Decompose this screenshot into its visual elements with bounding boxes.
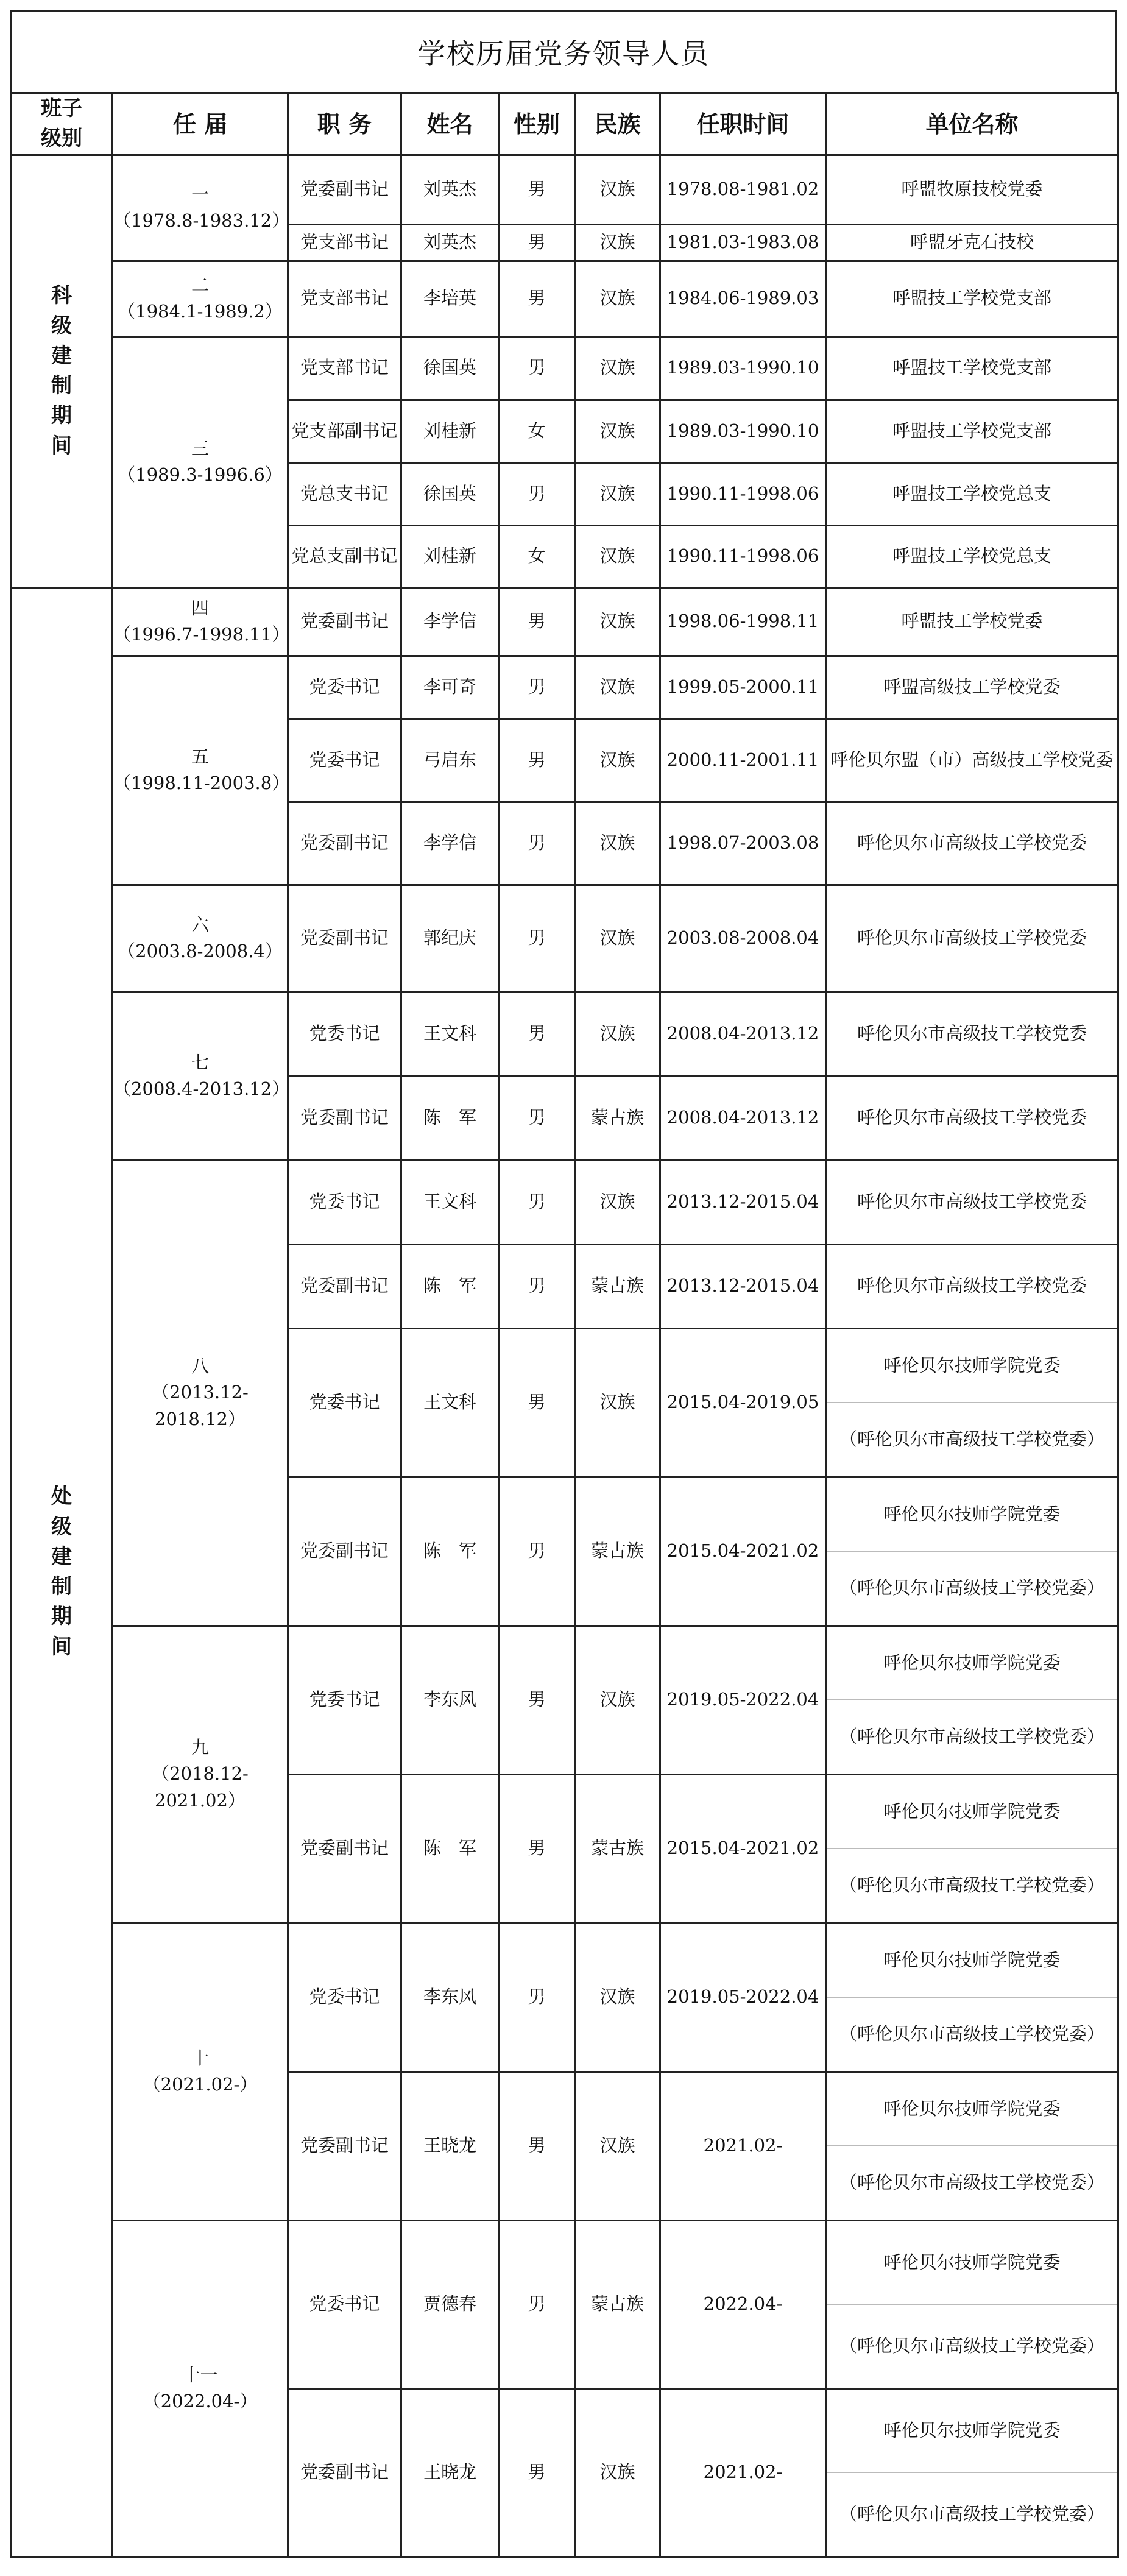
position-cell: 党委书记 xyxy=(288,1328,401,1477)
table-row xyxy=(11,992,1118,1076)
unit-cell: 呼盟牙克石技校 xyxy=(826,224,1118,261)
ethnicity-cell: 蒙古族 xyxy=(575,1774,660,1923)
unit-former-name: （呼伦贝尔市高级技工学校党委） xyxy=(827,2304,1117,2388)
unit-cell: 呼盟技工学校党总支 xyxy=(826,462,1118,525)
unit-cell: 呼盟技工学校党委 xyxy=(826,587,1118,656)
unit-name-split xyxy=(827,2390,1117,2556)
table-row xyxy=(11,1626,1118,1774)
ethnicity-cell: 蒙古族 xyxy=(575,1244,660,1328)
unit-name-split xyxy=(827,2221,1117,2388)
name-cell: 李培英 xyxy=(401,261,499,336)
gender-cell: 男 xyxy=(499,1626,575,1774)
unit-name-split xyxy=(827,1627,1117,1774)
unit-name-split xyxy=(827,1775,1117,1922)
position-cell: 党委副书记 xyxy=(288,2388,401,2557)
unit-cell: 呼伦贝尔市高级技工学校党委 xyxy=(826,1160,1118,1244)
header-level: 班子 级别 xyxy=(11,93,113,155)
position-cell: 党总支书记 xyxy=(288,462,401,525)
unit-cell: 呼伦贝尔市高级技工学校党委 xyxy=(826,1076,1118,1160)
document-title: 学校历届党务领导人员 xyxy=(10,10,1117,92)
ethnicity-cell: 汉族 xyxy=(575,2388,660,2557)
name-cell: 贾德春 xyxy=(401,2220,499,2388)
ethnicity-cell: 汉族 xyxy=(575,525,660,587)
position-cell: 党委书记 xyxy=(288,656,401,719)
period-cell: 1990.11-1998.06 xyxy=(660,525,826,587)
unit-name-split xyxy=(827,1329,1117,1476)
name-cell: 徐国英 xyxy=(401,336,499,400)
unit-cell xyxy=(826,2388,1118,2557)
term-cell: 九 （2018.12-2021.02） xyxy=(113,1626,288,1923)
name-cell: 王晓龙 xyxy=(401,2072,499,2220)
gender-cell: 男 xyxy=(499,1244,575,1328)
unit-former-name: （呼伦贝尔市高级技工学校党委） xyxy=(827,1997,1117,2071)
gender-cell: 男 xyxy=(499,2388,575,2557)
name-cell: 弓启东 xyxy=(401,719,499,802)
unit-cell: 呼伦贝尔盟（市）高级技工学校党委 xyxy=(826,719,1118,802)
position-cell: 党委副书记 xyxy=(288,1774,401,1923)
table-row xyxy=(11,587,1118,656)
gender-cell: 男 xyxy=(499,1076,575,1160)
ethnicity-cell: 汉族 xyxy=(575,261,660,336)
term-cell: 六 （2003.8-2008.4） xyxy=(113,885,288,992)
name-cell: 王文科 xyxy=(401,992,499,1076)
ethnicity-cell: 汉族 xyxy=(575,885,660,992)
unit-name: 呼伦贝尔技师学院党委 xyxy=(883,1503,1061,1524)
gender-cell: 男 xyxy=(499,1328,575,1477)
period-cell: 2008.04-2013.12 xyxy=(660,992,826,1076)
header-unit: 单位名称 xyxy=(826,93,1118,155)
period-cell: 1999.05-2000.11 xyxy=(660,656,826,719)
position-cell: 党委书记 xyxy=(288,992,401,1076)
term-cell: 五 （1998.11-2003.8） xyxy=(113,656,288,885)
ethnicity-cell: 汉族 xyxy=(575,992,660,1076)
position-cell: 党支部书记 xyxy=(288,261,401,336)
table-row xyxy=(11,2220,1118,2388)
unit-cell: 呼伦贝尔市高级技工学校党委 xyxy=(826,802,1118,885)
gender-cell: 男 xyxy=(499,1160,575,1244)
gender-cell: 男 xyxy=(499,1774,575,1923)
ethnicity-cell: 汉族 xyxy=(575,224,660,261)
ethnicity-cell: 汉族 xyxy=(575,719,660,802)
term-cell: 一 （1978.8-1983.12） xyxy=(113,155,288,261)
position-cell: 党委书记 xyxy=(288,1626,401,1774)
name-cell: 陈 军 xyxy=(401,1774,499,1923)
period-cell: 1998.06-1998.11 xyxy=(660,587,826,656)
name-cell: 陈 军 xyxy=(401,1477,499,1626)
gender-cell: 男 xyxy=(499,992,575,1076)
table-row xyxy=(11,336,1118,400)
period-cell: 2013.12-2015.04 xyxy=(660,1160,826,1244)
position-cell: 党支部书记 xyxy=(288,336,401,400)
unit-name: 呼伦贝尔技师学院党委 xyxy=(883,2251,1061,2273)
unit-cell xyxy=(826,2220,1118,2388)
unit-cell: 呼盟技工学校党总支 xyxy=(826,525,1118,587)
name-cell: 刘桂新 xyxy=(401,400,499,462)
gender-cell: 女 xyxy=(499,525,575,587)
position-cell: 党委副书记 xyxy=(288,155,401,224)
header-term: 任 届 xyxy=(113,93,288,155)
position-cell: 党支部副书记 xyxy=(288,400,401,462)
unit-cell xyxy=(826,1328,1118,1477)
period-cell: 2000.11-2001.11 xyxy=(660,719,826,802)
unit-former-name: （呼伦贝尔市高级技工学校党委） xyxy=(827,1551,1117,1625)
header-period: 任职时间 xyxy=(660,93,826,155)
unit-name: 呼伦贝尔技师学院党委 xyxy=(883,2098,1061,2119)
position-cell: 党委副书记 xyxy=(288,587,401,656)
unit-former-name: （呼伦贝尔市高级技工学校党委） xyxy=(827,1699,1117,1774)
position-cell: 党委副书记 xyxy=(288,802,401,885)
ethnicity-cell: 汉族 xyxy=(575,1626,660,1774)
gender-cell: 男 xyxy=(499,155,575,224)
level-cell: 处 级 建 制 期 间 xyxy=(11,587,113,2557)
position-cell: 党委副书记 xyxy=(288,1477,401,1626)
unit-cell xyxy=(826,1774,1118,1923)
period-cell: 1978.08-1981.02 xyxy=(660,155,826,224)
period-cell: 1998.07-2003.08 xyxy=(660,802,826,885)
period-cell: 2013.12-2015.04 xyxy=(660,1244,826,1328)
unit-cell xyxy=(826,2072,1118,2220)
gender-cell: 女 xyxy=(499,400,575,462)
unit-cell xyxy=(826,1626,1118,1774)
period-cell: 2019.05-2022.04 xyxy=(660,1923,826,2072)
unit-former-name: （呼伦贝尔市高级技工学校党委） xyxy=(827,2145,1117,2220)
term-cell: 七 （2008.4-2013.12） xyxy=(113,992,288,1160)
name-cell: 王晓龙 xyxy=(401,2388,499,2557)
header-ethnicity: 民族 xyxy=(575,93,660,155)
ethnicity-cell: 汉族 xyxy=(575,1160,660,1244)
unit-name: 呼伦贝尔技师学院党委 xyxy=(883,1354,1061,1376)
name-cell: 李东风 xyxy=(401,1626,499,1774)
header-row xyxy=(11,93,1118,155)
position-cell: 党支部书记 xyxy=(288,224,401,261)
level-cell: 科 级 建 制 期 间 xyxy=(11,155,113,587)
position-cell: 党委副书记 xyxy=(288,2072,401,2220)
period-cell: 2021.02- xyxy=(660,2388,826,2557)
name-cell: 郭纪庆 xyxy=(401,885,499,992)
gender-cell: 男 xyxy=(499,1923,575,2072)
name-cell: 李可奇 xyxy=(401,656,499,719)
gender-cell: 男 xyxy=(499,2072,575,2220)
position-cell: 党委书记 xyxy=(288,1160,401,1244)
period-cell: 1981.03-1983.08 xyxy=(660,224,826,261)
gender-cell: 男 xyxy=(499,224,575,261)
period-cell: 1989.03-1990.10 xyxy=(660,400,826,462)
period-cell: 2021.02- xyxy=(660,2072,826,2220)
ethnicity-cell: 汉族 xyxy=(575,336,660,400)
unit-name-split xyxy=(827,1478,1117,1625)
period-cell: 2003.08-2008.04 xyxy=(660,885,826,992)
unit-cell: 呼盟技工学校党支部 xyxy=(826,400,1118,462)
position-cell: 党委书记 xyxy=(288,1923,401,2072)
ethnicity-cell: 蒙古族 xyxy=(575,1076,660,1160)
unit-cell: 呼盟高级技工学校党委 xyxy=(826,656,1118,719)
name-cell: 李学信 xyxy=(401,802,499,885)
ethnicity-cell: 汉族 xyxy=(575,802,660,885)
period-cell: 2008.04-2013.12 xyxy=(660,1076,826,1160)
position-cell: 党总支副书记 xyxy=(288,525,401,587)
gender-cell: 男 xyxy=(499,462,575,525)
name-cell: 王文科 xyxy=(401,1328,499,1477)
unit-cell: 呼盟技工学校党支部 xyxy=(826,261,1118,336)
gender-cell: 男 xyxy=(499,656,575,719)
period-cell: 1984.06-1989.03 xyxy=(660,261,826,336)
unit-name-split xyxy=(827,2073,1117,2220)
period-cell: 1989.03-1990.10 xyxy=(660,336,826,400)
unit-cell: 呼伦贝尔市高级技工学校党委 xyxy=(826,992,1118,1076)
table-row xyxy=(11,1923,1118,2072)
position-cell: 党委副书记 xyxy=(288,1076,401,1160)
term-cell: 二 （1984.1-1989.2） xyxy=(113,261,288,336)
gender-cell: 男 xyxy=(499,336,575,400)
ethnicity-cell: 汉族 xyxy=(575,462,660,525)
gender-cell: 男 xyxy=(499,261,575,336)
period-cell: 2022.04- xyxy=(660,2220,826,2388)
table-row xyxy=(11,1160,1118,1244)
name-cell: 李东风 xyxy=(401,1923,499,2072)
unit-name: 呼伦贝尔技师学院党委 xyxy=(883,1949,1061,1970)
document-sheet xyxy=(10,10,1117,2558)
gender-cell: 男 xyxy=(499,802,575,885)
name-cell: 王文科 xyxy=(401,1160,499,1244)
unit-name: 呼伦贝尔技师学院党委 xyxy=(883,1652,1061,1673)
term-cell: 四 （1996.7-1998.11） xyxy=(113,587,288,656)
unit-name-split xyxy=(827,1924,1117,2071)
term-cell: 十一 （2022.04-） xyxy=(113,2220,288,2557)
period-cell: 2019.05-2022.04 xyxy=(660,1626,826,1774)
unit-former-name: （呼伦贝尔市高级技工学校党委） xyxy=(827,2472,1117,2556)
name-cell: 刘英杰 xyxy=(401,224,499,261)
header-name: 姓名 xyxy=(401,93,499,155)
table-row xyxy=(11,261,1118,336)
ethnicity-cell: 汉族 xyxy=(575,400,660,462)
name-cell: 徐国英 xyxy=(401,462,499,525)
ethnicity-cell: 汉族 xyxy=(575,2072,660,2220)
ethnicity-cell: 汉族 xyxy=(575,1923,660,2072)
term-cell: 十 （2021.02-） xyxy=(113,1923,288,2220)
position-cell: 党委副书记 xyxy=(288,1244,401,1328)
unit-cell: 呼盟牧原技校党委 xyxy=(826,155,1118,224)
period-cell: 1990.11-1998.06 xyxy=(660,462,826,525)
position-cell: 党委副书记 xyxy=(288,885,401,992)
header-gender: 性别 xyxy=(499,93,575,155)
ethnicity-cell: 汉族 xyxy=(575,155,660,224)
unit-former-name: （呼伦贝尔市高级技工学校党委） xyxy=(827,1402,1117,1476)
unit-cell xyxy=(826,1477,1118,1626)
period-cell: 2015.04-2021.02 xyxy=(660,1774,826,1923)
period-cell: 2015.04-2019.05 xyxy=(660,1328,826,1477)
gender-cell: 男 xyxy=(499,719,575,802)
gender-cell: 男 xyxy=(499,2220,575,2388)
unit-name: 呼伦贝尔技师学院党委 xyxy=(883,2419,1061,2441)
ethnicity-cell: 汉族 xyxy=(575,1328,660,1477)
name-cell: 陈 军 xyxy=(401,1244,499,1328)
unit-cell xyxy=(826,1923,1118,2072)
position-cell: 党委书记 xyxy=(288,2220,401,2388)
unit-cell: 呼伦贝尔市高级技工学校党委 xyxy=(826,885,1118,992)
period-cell: 2015.04-2021.02 xyxy=(660,1477,826,1626)
unit-cell: 呼伦贝尔市高级技工学校党委 xyxy=(826,1244,1118,1328)
unit-former-name: （呼伦贝尔市高级技工学校党委） xyxy=(827,1848,1117,1922)
ethnicity-cell: 蒙古族 xyxy=(575,1477,660,1626)
table-row xyxy=(11,656,1118,719)
name-cell: 刘桂新 xyxy=(401,525,499,587)
ethnicity-cell: 汉族 xyxy=(575,656,660,719)
table-row xyxy=(11,155,1118,224)
gender-cell: 男 xyxy=(499,1477,575,1626)
unit-cell: 呼盟技工学校党支部 xyxy=(826,336,1118,400)
position-cell: 党委书记 xyxy=(288,719,401,802)
ethnicity-cell: 汉族 xyxy=(575,587,660,656)
term-cell: 八 （2013.12-2018.12） xyxy=(113,1160,288,1626)
term-cell: 三 （1989.3-1996.6） xyxy=(113,336,288,587)
unit-name: 呼伦贝尔技师学院党委 xyxy=(883,1800,1061,1822)
header-position: 职 务 xyxy=(288,93,401,155)
ethnicity-cell: 蒙古族 xyxy=(575,2220,660,2388)
name-cell: 刘英杰 xyxy=(401,155,499,224)
name-cell: 李学信 xyxy=(401,587,499,656)
name-cell: 陈 军 xyxy=(401,1076,499,1160)
gender-cell: 男 xyxy=(499,885,575,992)
leaders-table xyxy=(10,92,1119,2558)
table-row xyxy=(11,885,1118,992)
gender-cell: 男 xyxy=(499,587,575,656)
